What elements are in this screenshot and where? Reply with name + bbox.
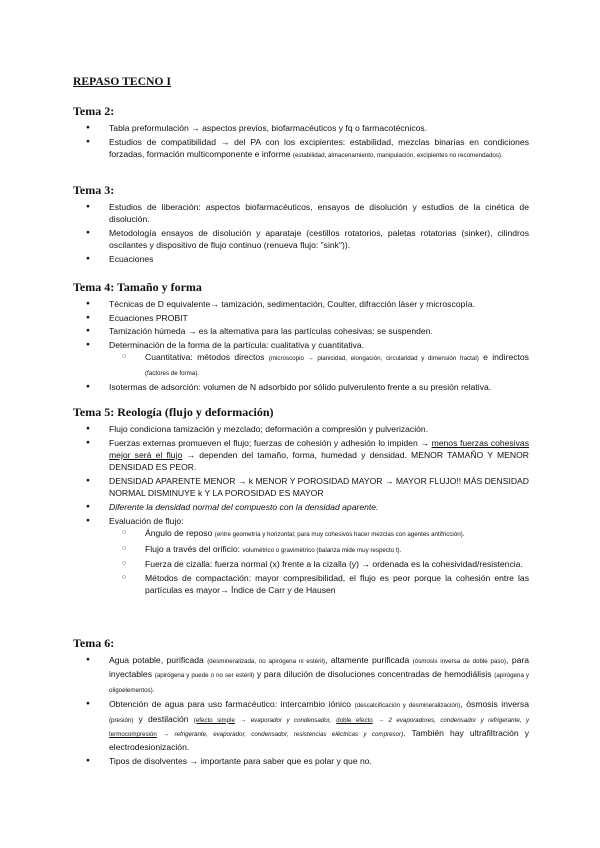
- list-item: ● Isotermas de adsorción: volumen de N adsorbido por sólido pulverulento frente a su presión relativa.: [73, 381, 529, 393]
- sublist-item: ○ Flujo a través del orificio: volumétrico o gravimétrico (balanza mide muy respecto t).: [109, 543, 529, 557]
- list-item: ● Ecuaciones: [73, 253, 529, 265]
- list-item: ● Ecuaciones PROBIT: [73, 312, 529, 324]
- list-tema-5: [73, 423, 529, 598]
- sublist-item: ○ Ángulo de reposo (entre geometría y horizontal; para muy cohesivos hacer mezclas con agentes antifricción).: [109, 527, 529, 541]
- sublist-item: ○ Cuantitativa: métodos directos (microscopio → planicidad, elongación, circularidad y dimensión fractal) e indirectos (factores de forma).: [109, 351, 529, 380]
- heading-tema-5: Tema 5: Reología (flujo y deformación): [73, 405, 274, 419]
- list-item: ● Metodología ensayos de disolución y aparataje (cestillos rotatorios, paletas rotatorias (sinker), cilindros oscilantes y dispositivo de flujo continuo (renueva flujo: "sink")).: [73, 227, 529, 252]
- list-item: ● Fuerzas externas promueven el flujo; fuerzas de cohesión y adhesión lo impiden → menos fuerzas cohesivas mejor será el flujo → dependen del tamaño, forma, humedad y densidad. MENOR TAMAÑO Y MENOR DENSIDAD ES PEOR.: [73, 437, 529, 474]
- list-tema-3: [73, 201, 529, 267]
- list-item: ● Tabla preformulación → aspectos previos, biofarmacéuticos y fq o farmacotécnicos.: [73, 122, 529, 134]
- list-tema-4: [73, 298, 529, 395]
- list-tema-2: [73, 122, 529, 164]
- list-item: ● Tamización húmeda → es la alternativa para las partículas cohesivas: se suspenden.: [73, 325, 529, 337]
- list-item: ● Obtención de agua para uso farmacéutico: intercambio iónico (descalcificación y desmineralización), ósmosis inversa (presión) y destilación (efecto simple → evaporador y condensador, doble efecto → 2 evaporadores, condensador y refrigerante, y termocompresión → refrigerante, evaporador, condensador, resistencias eléctricas y compresor). También hay ultrafiltración y electrodesionización.: [73, 698, 529, 753]
- heading-tema-2: Tema 2:: [73, 104, 115, 118]
- sublist-item: ○ Fuerza de cizalla: fuerza normal (x) frente a la cizalla (y) → ordenada es la cohesividad/resistencia.: [109, 558, 529, 570]
- document-title: REPASO TECNO I: [73, 76, 172, 88]
- list-item: ● Tipos de disolventes → importante para saber que es polar y que no.: [73, 755, 529, 767]
- list-item: ● Flujo condiciona tamización y mezclado; deformación a compresión y pulverización.: [73, 423, 529, 435]
- list-item: ● DENSIDAD APARENTE MENOR → k MENOR Y POROSIDAD MAYOR → MAYOR FLUJO!! MÁS DENSIDAD NORMAL DISMINUYE k Y LA POROSIDAD ES MAYOR: [73, 475, 529, 500]
- heading-tema-6: Tema 6:: [73, 636, 115, 650]
- list-item: ● Evaluación de flujo: ○ Ángulo de reposo (entre geometría y horizontal; para muy cohesivos hacer mezclas con agentes antifricción). ○ Flujo a través del orificio: volumétrico o gravimétrico (balanza mide muy respecto t). ○ Fuerza de cizalla: fuerza normal (x) frente a la cizalla (y) → ordenada es la cohesividad/resistencia. ○ Métodos de compactación: mayor compresibilidad, el flujo es peor porque la cohesión entre las partículas es mayor→ Índice de Carr y de Hausen: [73, 515, 529, 597]
- heading-tema-4: Tema 4: Tamaño y forma: [73, 280, 202, 294]
- list-item: ● Agua potable, purificada (desmineralizada, no apirógena ni estéril), altamente purificada (ósmosis inversa de doble paso), para inyectables (apirógena y puede o no ser estéril) y para dilución de disoluciones concentradas de hemodiálisis (apirógena y oligoelementos).: [73, 654, 529, 697]
- list-item: ● Estudios de compatibilidad → del PA con los excipientes: estabilidad, mezclas binarias en condiciones forzadas, formación multicomponente e informe (estabilidad, almacenamiento, manipulación, excipientes no recomendados).: [73, 136, 529, 163]
- sublist: [109, 527, 529, 597]
- sublist-item: ○ Métodos de compactación: mayor compresibilidad, el flujo es peor porque la cohesión entre las partículas es mayor→ Índice de Carr y de Hausen: [109, 572, 529, 597]
- list-item: ● Técnicas de D equivalente→ tamización, sedimentación, Coulter, difracción láser y microscopía.: [73, 298, 529, 310]
- list-tema-6: [73, 654, 529, 769]
- heading-tema-3: Tema 3:: [73, 183, 115, 197]
- list-item: ● Estudios de liberación: aspectos biofarmacéuticos, ensayos de disolución y estudios de la cinética de disolución.: [73, 201, 529, 226]
- list-item: ● Diferente la densidad normal del compuesto con la densidad aparente.: [73, 501, 529, 513]
- sublist: [109, 351, 529, 380]
- list-item: ● Determinación de la forma de la partícula: cualitativa y cuantitativa. ○ Cuantitativa: métodos directos (microscopio → planicidad, elongación, circularidad y dimensión fractal) e indirectos (factores de forma).: [73, 339, 529, 380]
